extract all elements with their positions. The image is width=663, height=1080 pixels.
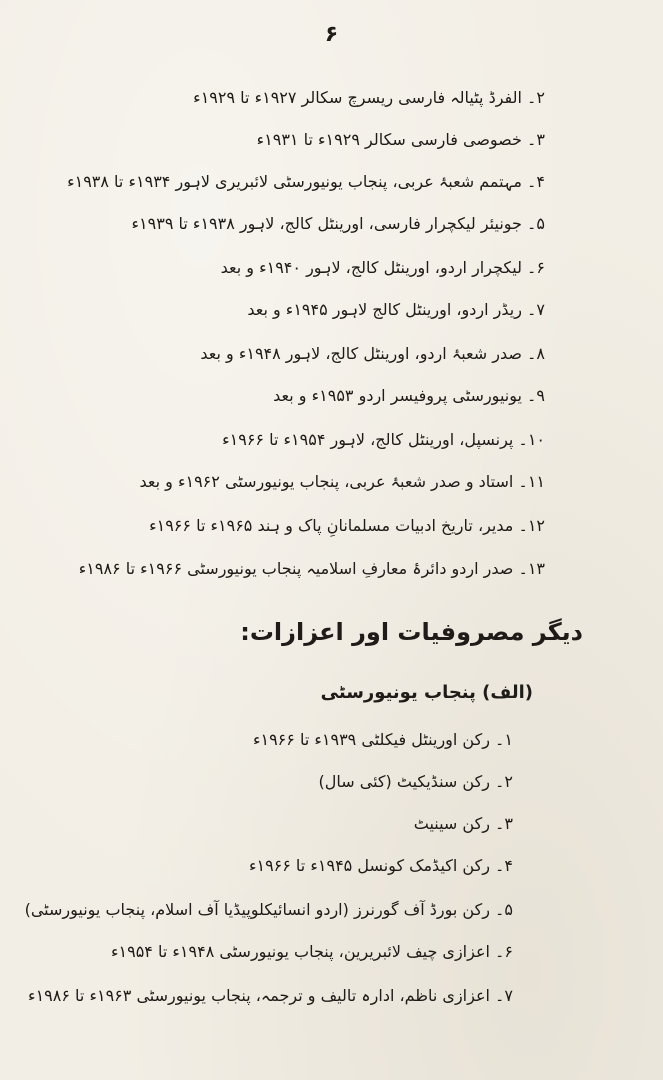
list-item: ۴۔ رکن اکیڈمک کونسل ۱۹۴۵ء تا ۱۹۶۶ء [248, 856, 513, 875]
list-item: ۷۔ اعزازی ناظم، ادارہ تالیف و ترجمہ، پنجاب یونیورسٹی ۱۹۶۳ء تا ۱۹۸۶ء [28, 986, 513, 1005]
list-item: ۶۔ اعزازی چیف لائبریرین، پنجاب یونیورسٹی ۱۹۴۸ء تا ۱۹۵۴ء [110, 942, 513, 961]
list-item: ۱۲۔ مدیر، تاریخ ادبیات مسلمانانِ پاک و ہند ۱۹۶۵ء تا ۱۹۶۶ء [149, 516, 545, 535]
list-item: ۱۱۔ استاد و صدر شعبۂ عربی، پنجاب یونیورسٹی ۱۹۶۲ء و بعد [139, 472, 545, 491]
list-item: ۸۔ صدر شعبۂ اردو، اورینٹل کالج، لاہور ۱۹۴۸ء و بعد [200, 344, 545, 363]
list-item: ۹۔ یونیورسٹی پروفیسر اردو ۱۹۵۳ء و بعد [273, 386, 545, 405]
list-item: ۱۳۔ صدر اردو دائرۂ معارفِ اسلامیہ پنجاب یونیورسٹی ۱۹۶۶ء تا ۱۹۸۶ء [78, 559, 545, 578]
list-item: ۳۔ رکن سینیٹ [413, 814, 513, 833]
list-item: ۳۔ خصوصی فارسی سکالر ۱۹۲۹ء تا ۱۹۳۱ء [256, 130, 545, 149]
list-item: ۲۔ الفرڈ پٹیالہ فارسی ریسرچ سکالر ۱۹۲۷ء تا ۱۹۲۹ء [193, 88, 545, 107]
list-item: ۱۰۔ پرنسپل، اورینٹل کالج، لاہور ۱۹۵۴ء تا ۱۹۶۶ء [222, 430, 545, 449]
page-number: ۶ [324, 22, 339, 47]
list-item: ۵۔ جونیئر لیکچرار فارسی، اورینٹل کالج، لاہور ۱۹۳۸ء تا ۱۹۳۹ء [131, 214, 545, 233]
list-item: ۴۔ مہتمم شعبۂ عربی، پنجاب یونیورسٹی لائبریری لاہور ۱۹۳۴ء تا ۱۹۳۸ء [67, 172, 545, 191]
list-item: ۶۔ لیکچرار اردو، اورینٹل کالج، لاہور ۱۹۴۰ء و بعد [220, 258, 545, 277]
list-item: ۵۔ رکن بورڈ آف گورنرز (اردو انسائیکلوپیڈیا آف اسلام، پنجاب یونیورسٹی) [24, 900, 513, 919]
subsection-heading: (الف) پنجاب یونیورسٹی [320, 682, 533, 703]
list-item: ۲۔ رکن سنڈیکیٹ (کئی سال) [318, 772, 513, 791]
section-heading: دیگر مصروفیات اور اعزازات: [240, 618, 583, 646]
list-item: ۷۔ ریڈر اردو، اورینٹل کالج لاہور ۱۹۴۵ء و بعد [247, 300, 545, 319]
list-item: ۱۔ رکن اورینٹل فیکلٹی ۱۹۳۹ء تا ۱۹۶۶ء [252, 730, 513, 749]
